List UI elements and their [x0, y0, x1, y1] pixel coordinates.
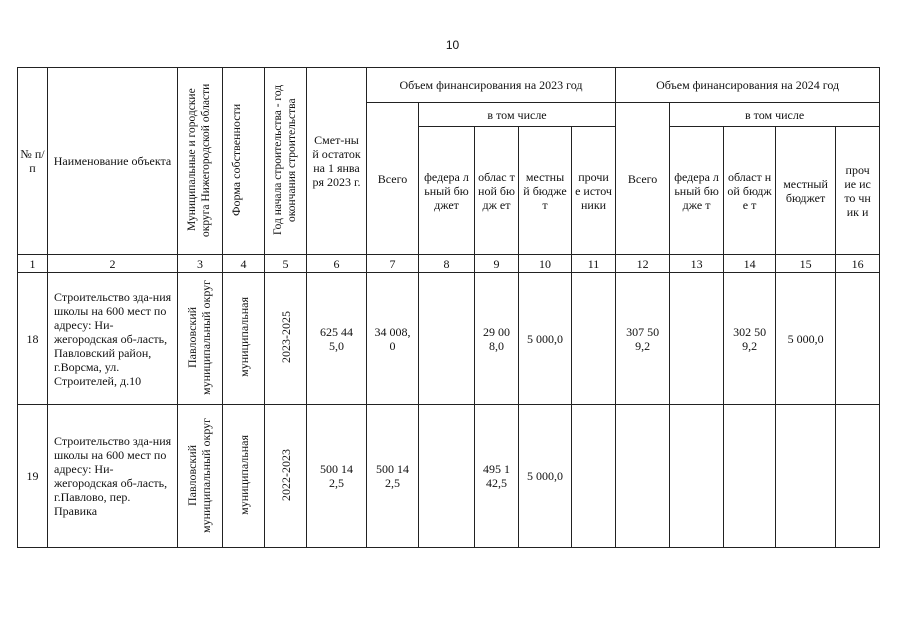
col-number: 4: [223, 255, 265, 273]
regional-2024: [724, 405, 776, 548]
local-2024: [776, 405, 836, 548]
total-2023: 500 142,5: [367, 405, 419, 548]
header-incl-2024: в том числе: [670, 103, 880, 127]
total-2024: 307 509,2: [616, 273, 670, 405]
col-number: 12: [616, 255, 670, 273]
ownership-form: муниципальная: [223, 273, 265, 405]
object-name: Строительство зда-ния школы на 600 мест по адресу: Ни-жегородская об-ласть, г.Павлово, пер. Правика: [48, 405, 178, 548]
header-regional-2023: облас тной бюдж ет: [475, 127, 519, 255]
col-number: 3: [178, 255, 223, 273]
regional-2023: 495 142,5: [475, 405, 519, 548]
col-number: 2: [48, 255, 178, 273]
row-num: 19: [18, 405, 48, 548]
header-fin-2023: Объем финансирования на 2023 год: [367, 68, 616, 103]
col-number: 6: [307, 255, 367, 273]
total-2024: [616, 405, 670, 548]
estimate-balance: 625 445,0: [307, 273, 367, 405]
col-number: 13: [670, 255, 724, 273]
col-number: 9: [475, 255, 519, 273]
header-federal-2023: федера льный бюджет: [419, 127, 475, 255]
regional-2023: 29 008,0: [475, 273, 519, 405]
estimate-balance: 500 142,5: [307, 405, 367, 548]
column-numbers-row: [18, 255, 880, 273]
local-2023: 5 000,0: [519, 405, 572, 548]
other-2023: [572, 405, 616, 548]
col-number: 5: [265, 255, 307, 273]
federal-2024: [670, 273, 724, 405]
ownership-form: муниципальная: [223, 405, 265, 548]
header-ownership: Форма собственности: [223, 68, 265, 255]
col-number: 15: [776, 255, 836, 273]
header-total-2024: Всего: [616, 103, 670, 255]
col-number: 7: [367, 255, 419, 273]
header-municipal: Муниципальные и городские округа Нижегородской области: [178, 68, 223, 255]
header-federal-2024: федера льный бюдже т: [670, 127, 724, 255]
local-2024: 5 000,0: [776, 273, 836, 405]
header-other-2023: прочи е источ ники: [572, 127, 616, 255]
local-2023: 5 000,0: [519, 273, 572, 405]
header-name: Наименование объекта: [48, 68, 178, 255]
table-row: [18, 273, 880, 405]
header-incl-2023: в том числе: [419, 103, 616, 127]
construction-years: 2022-2023: [265, 405, 307, 548]
header-estimate: Смет-ный остаток на 1 января 2023 г.: [307, 68, 367, 255]
municipal-district: Павловский муниципальный округ: [178, 273, 223, 405]
object-name: Строительство зда-ния школы на 600 мест по адресу: Ни-жегородская об-ласть, Павловский район, г.Ворсма, ул. Строителей, д.10: [48, 273, 178, 405]
regional-2024: 302 509,2: [724, 273, 776, 405]
header-years: Год начала строительства - год окончания строительства: [265, 68, 307, 255]
header-local-2024: местный бюджет: [776, 127, 836, 255]
header-fin-2024: Объем финансирования на 2024 год: [616, 68, 880, 103]
federal-2023: [419, 273, 475, 405]
col-number: 8: [419, 255, 475, 273]
federal-2023: [419, 405, 475, 548]
row-num: 18: [18, 273, 48, 405]
federal-2024: [670, 405, 724, 548]
header-num: № п/п: [18, 68, 48, 255]
municipal-district: Павловский муниципальный округ: [178, 405, 223, 548]
other-2023: [572, 273, 616, 405]
col-number: 10: [519, 255, 572, 273]
page-number: 10: [445, 38, 460, 52]
other-2024: [836, 273, 880, 405]
header-local-2023: местны й бюдже т: [519, 127, 572, 255]
other-2024: [836, 405, 880, 548]
col-number: 11: [572, 255, 616, 273]
construction-years: 2023-2025: [265, 273, 307, 405]
col-number: 1: [18, 255, 48, 273]
col-number: 16: [836, 255, 880, 273]
table-row: [18, 405, 880, 548]
financing-table: [17, 67, 880, 548]
total-2023: 34 008,0: [367, 273, 419, 405]
col-number: 14: [724, 255, 776, 273]
header-other-2024: проч ие исто чник и: [836, 127, 880, 255]
header-total-2023: Всего: [367, 103, 419, 255]
header-regional-2024: област ной бюдже т: [724, 127, 776, 255]
